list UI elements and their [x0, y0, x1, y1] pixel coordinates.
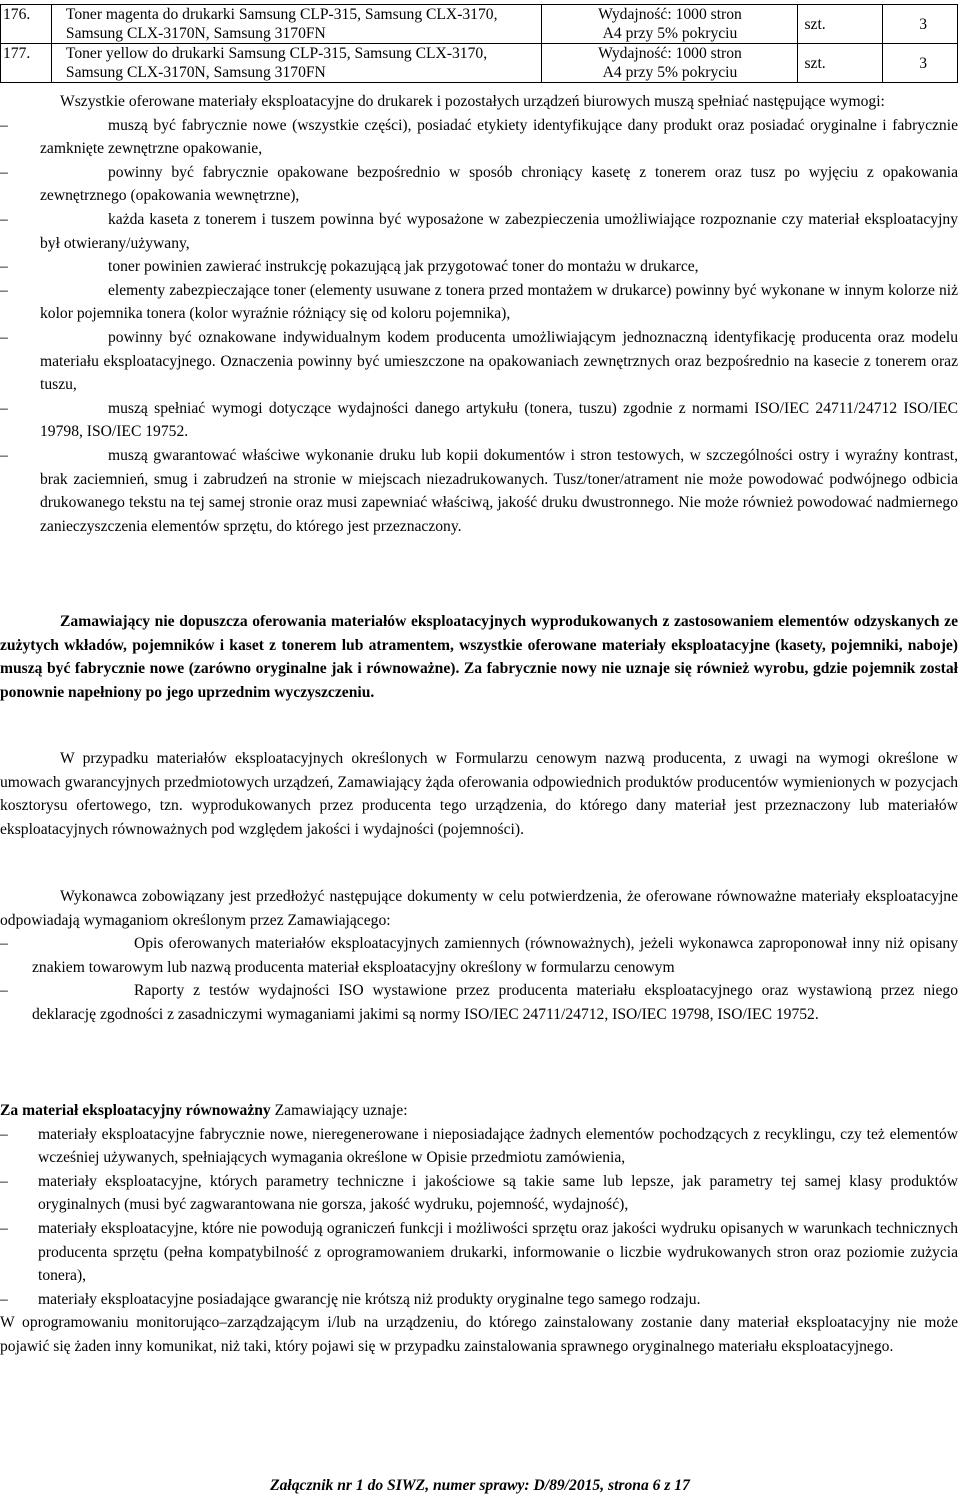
item-name: Toner yellow do drukarki Samsung CLP-315, Samsung CLX-3170, Samsung CLX-3170N, Samsung 3170FN [51, 44, 542, 83]
list-item [0, 1288, 958, 1312]
dash-bullet: – [0, 328, 8, 346]
item-yield-pages: Wydajność: 1000 stron [598, 6, 742, 23]
list-item [0, 932, 958, 979]
list-item [0, 208, 958, 255]
dash-bullet: – [0, 1125, 8, 1143]
documents-paragraph: Wykonawca zobowiązany jest przedłożyć następujące dokumenty w celu potwierdzenia, że oferowane równoważne materiały eksploatacyjne odpowiadają wymaganiom określonym przez Zamawiającego: [0, 888, 958, 929]
list-item [0, 279, 958, 326]
item-yield [542, 44, 798, 83]
page-footer: Załącznik nr 1 do SIWZ, numer sprawy: D/89/2015, strona 6 z 17 [270, 1477, 690, 1494]
equivalent-heading-rest: Zamawiający uznaje: [270, 1102, 408, 1119]
dash-bullet: – [0, 982, 8, 1000]
dash-bullet: – [0, 281, 8, 299]
requirement-text: muszą gwarantować właściwe wykonanie druku lub kopii dokumentów i stron testowych, w szczególności ostry i wyraźny kontrast, brak zaciemnień, smug i zabrudzeń na stronie w miejscach niezadrukowanych. Tusz/toner/atrament nie może powodować podwójnego odbicia drukowanego tekstu na tej samej stronie oraz musi zapewniać właściwą, jakość druku dwustronnego. Nie może również powodować nadmiernego zanieczyszczenia elementów sprzętu, do którego jest przeznaczony. [40, 446, 958, 535]
equivalent-text: materiały eksploatacyjne, które nie powodują ograniczeń funkcji i możliwości sprzętu oraz jakości wydruku opisanych w warunkach technicznych producenta sprzętu (pełna kompatybilność z oprogramowaniem drukarki, informowanie o liczbie wydrukowanych stron oraz poziomie zużycia tonera), [38, 1219, 958, 1285]
item-yield-coverage: A4 przy 5% pokryciu [602, 64, 738, 81]
item-number: 177. [1, 44, 52, 83]
requirement-text: powinny być fabrycznie opakowane bezpośrednio w sposób chroniący kasetę z tonerem oraz tusz po wyjęciu z opakowania zewnętrznego (opakowania wewnętrzne), [40, 163, 958, 205]
dash-bullet: – [0, 446, 8, 464]
documents-section [0, 885, 958, 1027]
dash-bullet: – [0, 163, 8, 181]
equivalent-text: materiały eksploatacyjne fabrycznie nowe, nieregenerowane i nieposiadające żadnych elementów pochodzących z recyklingu, czy też elementów wcześniej używanych, spełniających wymagania określone w Opisie przedmiotu zamówienia, [38, 1125, 958, 1167]
producer-section [0, 747, 958, 841]
dash-bullet: – [0, 116, 8, 134]
item-name: Toner magenta do drukarki Samsung CLP-315, Samsung CLX-3170, Samsung CLX-3170N, Samsung 3170FN [51, 5, 542, 44]
item-quantity: 3 [883, 44, 958, 83]
dash-bullet: – [0, 1290, 8, 1308]
table-row [1, 44, 958, 83]
table-row [1, 5, 958, 44]
item-quantity: 3 [883, 5, 958, 44]
list-item [0, 161, 958, 208]
dash-bullet: – [0, 210, 8, 228]
requirement-text: każda kaseta z tonerem i tuszem powinna być wyposażone w zabezpieczenia umożliwiające rozpoznanie czy materiał eksploatacyjny był otwierany/używany, [40, 210, 958, 252]
requirement-text: elementy zabezpieczające toner (elementy usuwane z tonera przed montażem w drukarce) powinny być wykonane w innym kolorze niż kolor pojemnika tonera (kolor wyraźnie różniący się od koloru pojemnika), [40, 281, 958, 323]
item-unit: szt. [798, 44, 883, 83]
item-number: 176. [1, 5, 52, 44]
dash-bullet: – [0, 1219, 8, 1237]
dash-bullet: – [0, 935, 8, 953]
document-text: Opis oferowanych materiałów eksploatacyjnych zamiennych (równoważnych), jeżeli wykonawca zaproponował inny niż opisany znakiem towarowym lub nazwą producenta materiał eksploatacyjny określony w formularzu cenowym [32, 935, 958, 976]
list-item [0, 326, 958, 397]
requirements-intro: Wszystkie oferowane materiały eksploatacyjne do drukarek i pozostałych urządzeń biurowych muszą spełniać następujące wymogi: [60, 93, 885, 110]
equivalent-section [0, 1099, 958, 1359]
document-text: Raporty z testów wydajności ISO wystawione przez producenta materiału eksploatacyjnego oraz wystawioną przez niego deklarację zgodności z zasadniczymi wymaganiami jakimi są normy ISO/IEC 24711/24712, ISO/IEC 19798, ISO/IEC 19752. [32, 982, 958, 1023]
requirement-text: powinny być oznakowane indywidualnym kodem producenta umożliwiającym jednoznaczną identyfikację producenta oraz modelu materiału eksploatacyjnego. Oznaczenia powinny być umieszczone na opakowaniach zewnętrznych oraz bezpośrednio na kasecie z tonerem oraz tuszu, [40, 328, 958, 394]
list-item [0, 397, 958, 444]
requirement-text: toner powinien zawierać instrukcję pokazującą jak przygotować toner do montażu w drukarce, [108, 258, 699, 276]
dash-bullet: – [0, 258, 8, 276]
item-yield-pages: Wydajność: 1000 stron [598, 45, 742, 62]
equivalent-text: materiały eksploatacyjne, których parametry techniczne i jakościowe są takie same lub lepsze, jak parametry tej samej klasy produktów oryginalnych (musi być zagwarantowana nie gorsza, jakość wydruku, pojemność, wydajność), [38, 1172, 958, 1214]
closing-paragraph: W oprogramowaniu monitorująco–zarządzającym i/lub na urządzeniu, do którego zainstalowany zostanie dany materiał eksploatacyjny nie może pojawić się żaden inny komunikat, niż taki, który pojawi się w przypadku zainstalowania sprawnego oryginalnego materiału eksploatacyjnego. [0, 1314, 958, 1355]
list-item [0, 444, 958, 538]
requirement-text: muszą spełniać wymogi dotyczące wydajności danego artykułu (tonera, tuszu) zgodnie z normami ISO/IEC 24711/24712 ISO/IEC 19798, ISO/IEC 19752. [40, 399, 958, 441]
dash-bullet: – [0, 399, 8, 417]
list-item [0, 1170, 958, 1217]
equivalent-heading [0, 1099, 958, 1123]
list-item [0, 1217, 958, 1288]
item-unit: szt. [798, 5, 883, 44]
items-table [0, 4, 958, 83]
requirements-section [0, 90, 958, 538]
list-item [0, 1123, 958, 1170]
requirement-text: muszą być fabrycznie nowe (wszystkie części), posiadać etykiety identyfikujące dany produkt oraz posiadać oryginalne i fabrycznie zamknięte zewnętrzne opakowanie, [40, 116, 958, 158]
restriction-paragraph: Zamawiający nie dopuszcza oferowania materiałów eksploatacyjnych wyprodukowanych z zastosowaniem elementów odzyskanych ze zużytych wkładów, pojemników i kaset z tonerem lub atramentem, wszystkie oferowane materiały eksploatacyjne (kasety, pojemniki, naboje) muszą być fabrycznie nowe (zarówno oryginalne jak i równoważne). Za fabrycznie nowy nie uznaje się również wyrobu, gdzie pojemnik został ponownie napełniony po jego uprzednim wyczyszczeniu. [0, 613, 958, 701]
restriction-section [0, 610, 958, 704]
item-yield-coverage: A4 przy 5% pokryciu [602, 25, 738, 42]
list-item [0, 255, 958, 279]
item-yield [542, 5, 798, 44]
list-item [0, 114, 958, 161]
equivalent-text: materiały eksploatacyjne posiadające gwarancję nie krótszą niż produkty oryginalne tego samego rodzaju. [38, 1290, 701, 1308]
producer-paragraph: W przypadku materiałów eksploatacyjnych określonych w Formularzu cenowym nazwą producenta, z uwagi na wymogi określone w umowach gwarancyjnych przedmiotowych urządzeń, Zamawiający żąda oferowania odpowiednich produktów producentów wymienionych w pozycjach kosztorysu ofertowego, tzn. wyprodukowanych przez producenta tego urządzenia, do którego dany materiał jest przeznaczony lub materiałów eksploatacyjnych równoważnych pod względem jakości i wydajności (pojemności). [0, 750, 958, 838]
equivalent-heading-bold: Za materiał eksploatacyjny równoważny [0, 1102, 271, 1119]
list-item [0, 979, 958, 1026]
dash-bullet: – [0, 1172, 8, 1190]
